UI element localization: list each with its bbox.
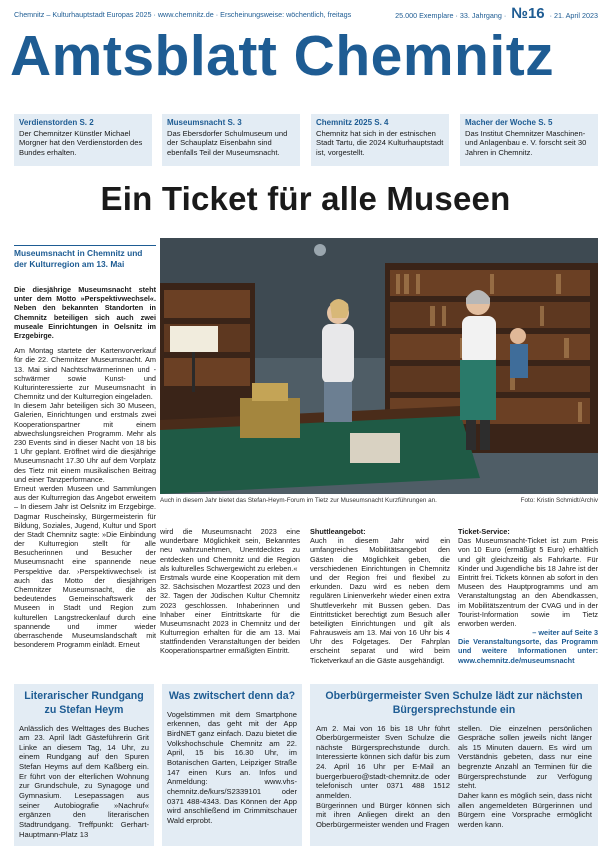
publication-info-line (14, 5, 598, 22)
article-column-1 (14, 285, 156, 649)
ticket-subhead: Ticket-Service: (458, 527, 510, 536)
article-column-3 (310, 527, 450, 665)
teaser-museumsnacht[interactable] (162, 114, 300, 166)
shuttle-subhead: Shuttleangebot: (310, 527, 366, 536)
photo-credit: Foto: Kristin Schmidt/Archiv (520, 497, 598, 504)
main-headline: Ein Ticket für alle Museen (100, 180, 511, 217)
teaser-macher-der-woche[interactable] (460, 114, 598, 166)
teaser-row (14, 114, 598, 168)
continued-link[interactable]: – weiter auf Seite 3 (532, 628, 598, 638)
teaser-title: Macher der Woche S. 5 (465, 118, 553, 127)
teaser-title: Chemnitz 2025 S. 4 (316, 118, 389, 127)
photo-caption: Auch in diesem Jahr bietet das Stefan-Heym-Forum im Tietz zur Museumsnacht Kurzführungen an. (160, 497, 437, 504)
article-column-4 (458, 527, 598, 665)
teaser-verdienstorden[interactable] (14, 114, 152, 166)
box-title: Oberbürgermeister Sven Schulze lädt zur nächsten Bürgersprechstunde ein (325, 690, 583, 716)
publication-info: Chemnitz – Kulturhauptstadt Europas 2025 · www.chemnitz.de · Erscheinungsweise: wöchentlich, freitags (14, 10, 352, 19)
museumsnacht-info[interactable]: Die Veranstaltungsorte, das Programm und weitere Informationen unter: www.chemnitz.de/museumsnacht (458, 637, 598, 665)
issue-date: · 21. April 2023 (549, 11, 598, 20)
teaser-text: Das Institut Chemnitzer Maschinen- und Anlagenbau e. V. forscht seit 30 Jahren in Chemnitz. (465, 129, 587, 157)
museum-room-illustration (160, 238, 598, 494)
article-column-2: wird die Museumsnacht 2023 eine wunderbare Möglichkeit sein, Bekanntes neu wahrzunehmen, Unentdecktes zu entdecken und Chemnitz und die Region als kulturelles Schwergewicht zu erleben.« Erstmals wurde eine Kooperation mit dem 32. Sächsischen Mozartfest 2023 und den 32. Tagen der Jüdischen Kultur Chemnitz 2023 geschlossen. Inhaberinnen und Inhaber einer Eintrittskarte für die Museumsnacht 2023 in Chemnitz und der Kulturregion erhalten für die am 13. Mai stattfindenden Veranstaltungen der beiden Kooperationspartner ermäßigten Eintritt. (160, 527, 300, 656)
box-text-left: Am 2. Mai von 16 bis 18 Uhr führt Oberbürgermeister Sven Schulze die nächste Bürgersprechstunde durch. Interessierte können sich dafür bis zum 24. April 16 Uhr per E-Mail an buergerbuero@stadt-chemnitz.de oder telefonisch unter 0371 488 1512 anmelden. Bürgerinnen und Bürger können sich mit ihren Anliegen direkt an den Oberbürgermeister wenden und Fragen (316, 723, 450, 829)
teaser-title: Verdienstorden S. 2 (19, 118, 94, 127)
photo-caption-line (160, 497, 598, 504)
box-title: Was zwitschert denn da? (168, 690, 296, 702)
box-title: Literarischer Rundgang zu Stefan Heym (24, 690, 144, 716)
box-text-right: stellen. Die einzelnen persönlichen Gespräche sollen jeweils nicht länger als 15 Minuten dauern. Es wird um Verständnis gebeten, dass nur eine begrenzte Anzahl an Terminen für die Bürgersprechstunde zur Verfügung steht. Daher kann es möglich sein, dass nicht allen angemeldeten Bürgerinnen und Bürgern eine Vorsprache ermöglicht werden kann. (458, 723, 592, 829)
article-body-1: Am Montag startete der Kartenvorverkauf für die 22. Chemnitzer Museumsnacht. Am 13. Mai sind Nachtschwärmerinnen und -schwärmer sowie Kunst- und Kulturinteressierte zur Museumsnacht in Chemnitz und der Kulturregion eingeladen. In diesem Jahr beteiligen sich 30 Museen, Galerien, Einrichtungen und erstmals zwei Kooperationspartner mit einem abwechslungsreichen Programm. Mehr als 230 Events sind in dieser Nacht von 18 bis 1 Uhr geplant. Eröffnet wird die diesjährige Museumsnacht 17.30 Uhr auf dem Vorplatz des Tietz mit einem musikalischen Beitrag und einer Tanzperformance. Erneut werden Museen und Sammlungen aus der Kulturregion das Angebot erweitern – In diesem Jahr ist Oelsnitz im Erzgebirge. Dagmar Ruscheinsky, Bürgermeisterin für Bildung, Soziales, Jugend, Kultur und Sport der Stadt Chemnitz sagte: »Die Einbindung der Kulturregion stellt für alle Besucherinnen und Besucher der Museumsnacht eine spannende neue Perspektive dar. ›Perspektivwechsel‹ ist auch das Motto der diesjährigen Chemnitzer Museumsnacht, die als bedeutendes Gemeinschaftswerk der Museen in Stadt und Region zum kulturellen Langstreckenlauf durch eine spannende und immer wieder überraschende Museumslandschaft mit besonderem Programm einlädt. Erneut (14, 346, 156, 650)
article-sidehead: Museumsnacht in Chemnitz und der Kulturregion am 13. Mai (14, 245, 156, 271)
issue-info (395, 5, 598, 22)
teaser-title: Museumsnacht S. 3 (167, 118, 242, 127)
teaser-text: Der Chemnitzer Künstler Michael Morgner hat den Verdienstorden des Bundes erhalten. (19, 129, 143, 157)
teaser-text: Chemnitz hat sich in der estnischen Stadt Tartu, die 2024 Kulturhauptstadt ist, vorgestellt. (316, 129, 444, 157)
box-text: Vogelstimmen mit dem Smartphone erkennen, das geht mit der App BirdNET ganz einfach. Dazu bietet die Volkshochschule Chemnitz am 22. April, 15 bis 16.30 Uhr, im Botanischen Garten, Leipziger Straße 147 einen Kurs an. Infos und Anmeldung: www.vhs-chemnitz.de/kurs/S2339101 oder 0371 488-4343. Das Können der App wird anschließend im Crimmitschauer Wald erprobt. (167, 709, 297, 825)
ticket-text: Das Museumsnacht-Ticket ist zum Preis von 10 Euro (ermäßigt 5 Euro) erhältlich und gilt gleichzeitig als Fahrkarte. Für Kinder und Jugendliche bis 18 Jahre ist der Eintritt frei. Tickets können ab sofort in den Museen des Hauptprogramms und am Veranstaltungstag an den Abendkassen, im Mobilitätszentrum der CVAG und in der Tourist-Information sowie im Tietz erworben werden. (458, 536, 598, 628)
shuttle-text: Auch in diesem Jahr wird ein umfangreiches Mobilitätsangebot den Gästen die Möglichkeit geben, die verschiedenen Einrichtungen in Chemnitz und der Region frei und flexibel zu erkunden. Dazu wird es neben dem regulären Linienverkehr wieder einen extra Shuttleverkehr mit Bussen geben. Das Eintrittsticket berechtigt zum Besuch aller beteiligten Einrichtungen und gilt als Fahrausweis am 13. Mai von 16 Uhr bis 4 Uhr des Folgetages. Der Fahrplan erscheint separat und wird beim Ticketverkauf an die Gäste ausgehändigt. (310, 536, 450, 665)
copies-info: 25.000 Exemplare · 33. Jahrgang · (395, 11, 507, 20)
box-birdnet (162, 684, 302, 846)
box-text: Anlässlich des Welttages des Buches am 23. April lädt Gästeführerin Grit Linke an diesem Tag, 14 Uhr, zu einem Rundgang auf den Spuren Stefan Heyms auf dem Kaßberg ein. Er führt von der elterlichen Wohnung zur Grundschule, zu Synagoge und Gymnasium. Lesepassagen aus seiner Autobiografie »Nachruf« ergänzen den literarischen Stadtrundgang. Treffpunkt: Gerhart-Hauptmann-Platz 13 (19, 723, 149, 839)
box-literary-tour (14, 684, 154, 846)
article-lead: Die diesjährige Museumsnacht steht unter dem Motto »Perspektivwechsel«. Neben den bekannten Standorten in Chemnitz beteiligen sich auch zwei museale Einrichtungen in Oelsnitz im Erzgebirge. (14, 285, 156, 340)
teaser-text: Das Ebersdorfer Schulmuseum und der Schauplatz Eisenbahn sind ebenfalls Teil der Museumsnacht. (167, 129, 288, 157)
masthead-title: Amtsblatt Chemnitz (10, 24, 555, 88)
box-buergersprechstunde (310, 684, 598, 846)
issue-symbol: № (511, 5, 528, 22)
museum-photo (160, 238, 598, 494)
issue-number: 16 (527, 5, 545, 22)
teaser-chemnitz-2025[interactable] (311, 114, 449, 166)
